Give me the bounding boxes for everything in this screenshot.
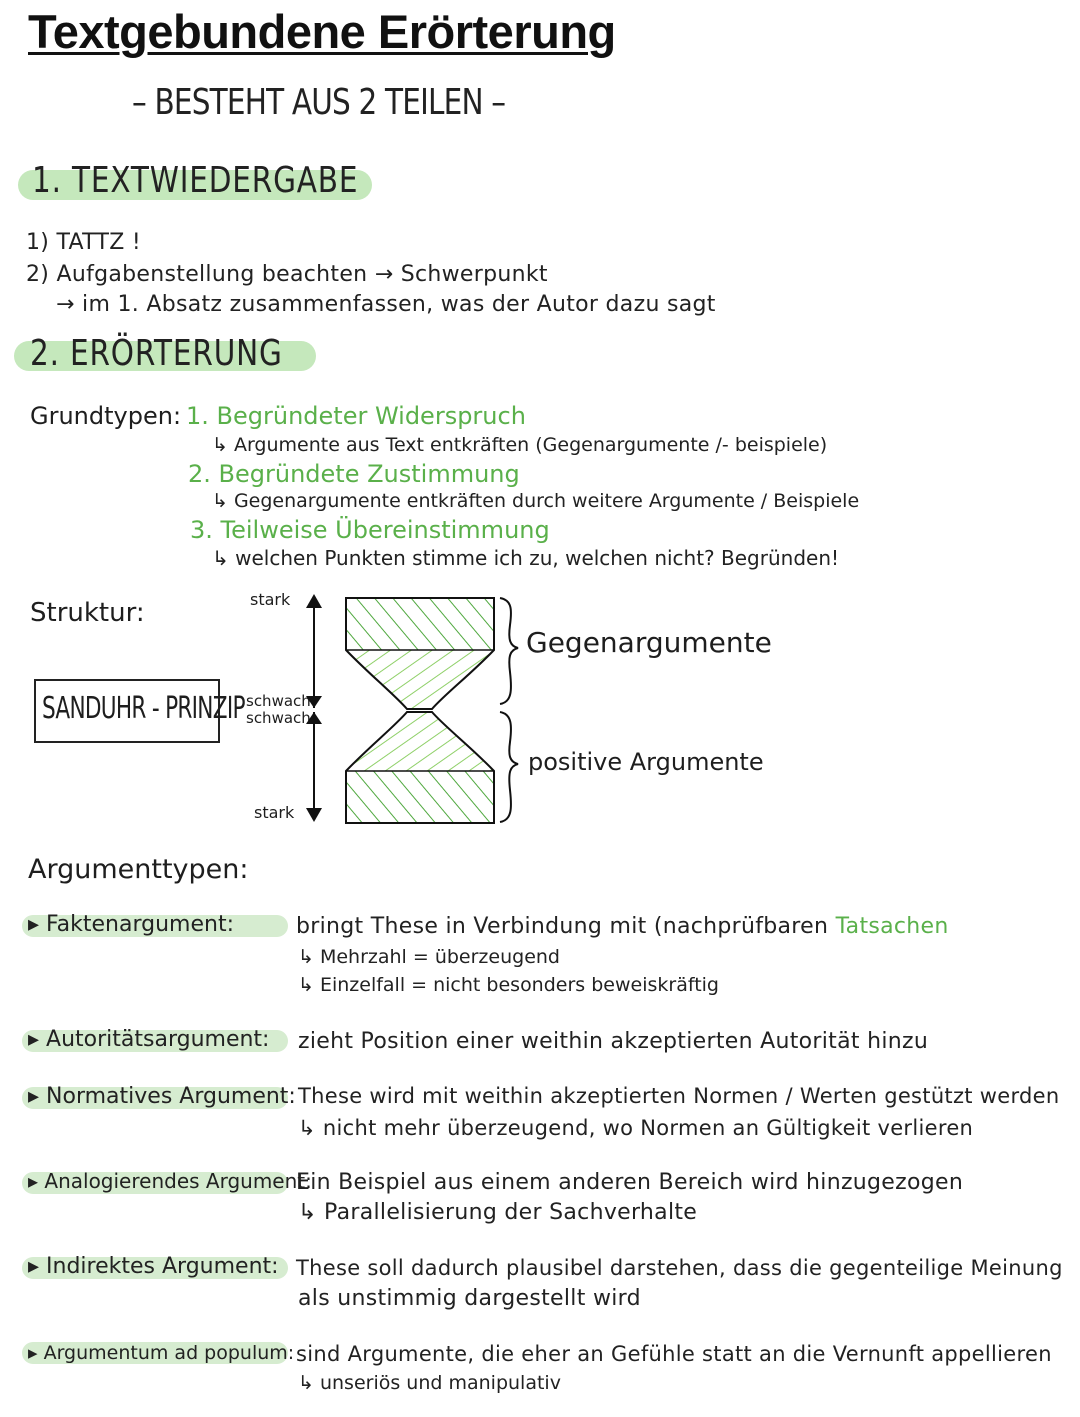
hatch-bottom-dark	[346, 771, 494, 823]
axis-arrow-down-bottom	[306, 808, 322, 822]
arg-1-desc-text: bringt These in Verbindung mit (nachprüfbaren	[296, 914, 829, 939]
arg-3-name: ▸ Normatives Argument:	[28, 1084, 296, 1109]
axis-arrow-up-top	[306, 594, 322, 608]
axis-label-mid2: schwach	[246, 709, 311, 727]
grundtyp-2-name: 2. Begründete Zustimmung	[188, 460, 520, 488]
arg-4-sub-1: ↳ Parallelisierung der Sachverhalte	[298, 1200, 698, 1225]
hatch-top-light	[346, 650, 494, 710]
arg-1-desc	[296, 914, 949, 939]
argumenttypen-label: Argumenttypen:	[28, 854, 249, 885]
axis-label-mid1: schwach	[246, 692, 311, 710]
arg-2-name: ▸ Autoritätsargument:	[28, 1027, 270, 1052]
brace-bottom-label: positive Argumente	[528, 748, 764, 776]
arg-3-desc: These wird mit weithin akzeptierten Normen / Werten gestützt werden	[298, 1084, 1060, 1108]
arg-1-sub-1: ↳ Mehrzahl = überzeugend	[298, 946, 560, 968]
arg-6-desc: sind Argumente, die eher an Gefühle statt an die Vernunft appellieren	[296, 1342, 1052, 1366]
arg-2-desc: zieht Position einer weithin akzeptierten Autorität hinzu	[298, 1029, 929, 1054]
section1-item-2: 2) Aufgabenstellung beachten → Schwerpunkt	[26, 262, 548, 287]
grundtyp-1-detail: ↳ Argumente aus Text entkräften (Gegenargumente /- beispiele)	[212, 434, 828, 456]
hatch-bottom-light	[346, 712, 494, 771]
arg-5-desc: These soll dadurch plausibel darstehen, dass die gegenteilige Meinung	[296, 1256, 1063, 1280]
hatch-top-dark	[346, 598, 494, 650]
arg-1-name: ▸ Faktenargument:	[28, 912, 234, 937]
grundtyp-3-detail: ↳ welchen Punkten stimme ich zu, welchen nicht? Begründen!	[212, 546, 840, 570]
grundtypen-label: Grundtypen:	[30, 402, 182, 430]
struktur-label: Struktur:	[30, 598, 145, 628]
axis-label-bottom: stark	[254, 803, 295, 822]
subtitle: – BESTEHT AUS 2 TEILEN –	[132, 82, 506, 123]
axis-arrow-down-mid	[306, 696, 322, 708]
brace-top	[500, 598, 518, 704]
arg-5-name: ▸ Indirektes Argument:	[28, 1254, 279, 1279]
arg-6-name: ▸ Argumentum ad populum:	[28, 1342, 295, 1364]
page-title: Textgebundene Erörterung	[28, 5, 616, 58]
grundtyp-3-name: 3. Teilweise Übereinstimmung	[190, 516, 550, 544]
arg-4-desc: Ein Beispiel aus einem anderen Bereich wird hinzugezogen	[296, 1170, 964, 1195]
brace-top-label: Gegenargumente	[526, 626, 772, 659]
arg-3-sub-1: ↳ nicht mehr überzeugend, wo Normen an Gültigkeit verlieren	[298, 1116, 974, 1140]
section1-heading: 1. TEXTWIEDERGABE	[32, 160, 359, 201]
arg-5-sub-1: als unstimmig dargestellt wird	[298, 1286, 641, 1311]
arg-6-sub-1: ↳ unseriös und manipulativ	[298, 1372, 561, 1394]
section1-item-3: → im 1. Absatz zusammenfassen, was der Autor dazu sagt	[56, 292, 716, 317]
sanduhr-label: SANDUHR - PRINZIP	[42, 691, 245, 726]
axis-label-top: stark	[250, 590, 291, 609]
section1-item-1: 1) TATTZ !	[26, 230, 142, 255]
arg-4-name: ▸ Analogierendes Argument:	[28, 1169, 312, 1193]
arg-1-sub-2: ↳ Einzelfall = nicht besonders beweiskräftig	[298, 974, 719, 996]
arg-1-desc-highlight: Tatsachen	[835, 914, 949, 939]
grundtyp-1-name: 1. Begründeter Widerspruch	[186, 402, 526, 430]
brace-bottom	[500, 712, 518, 822]
grundtyp-2-detail: ↳ Gegenargumente entkräften durch weitere Argumente / Beispiele	[212, 490, 860, 512]
section2-heading: 2. ERÖRTERUNG	[30, 333, 283, 374]
